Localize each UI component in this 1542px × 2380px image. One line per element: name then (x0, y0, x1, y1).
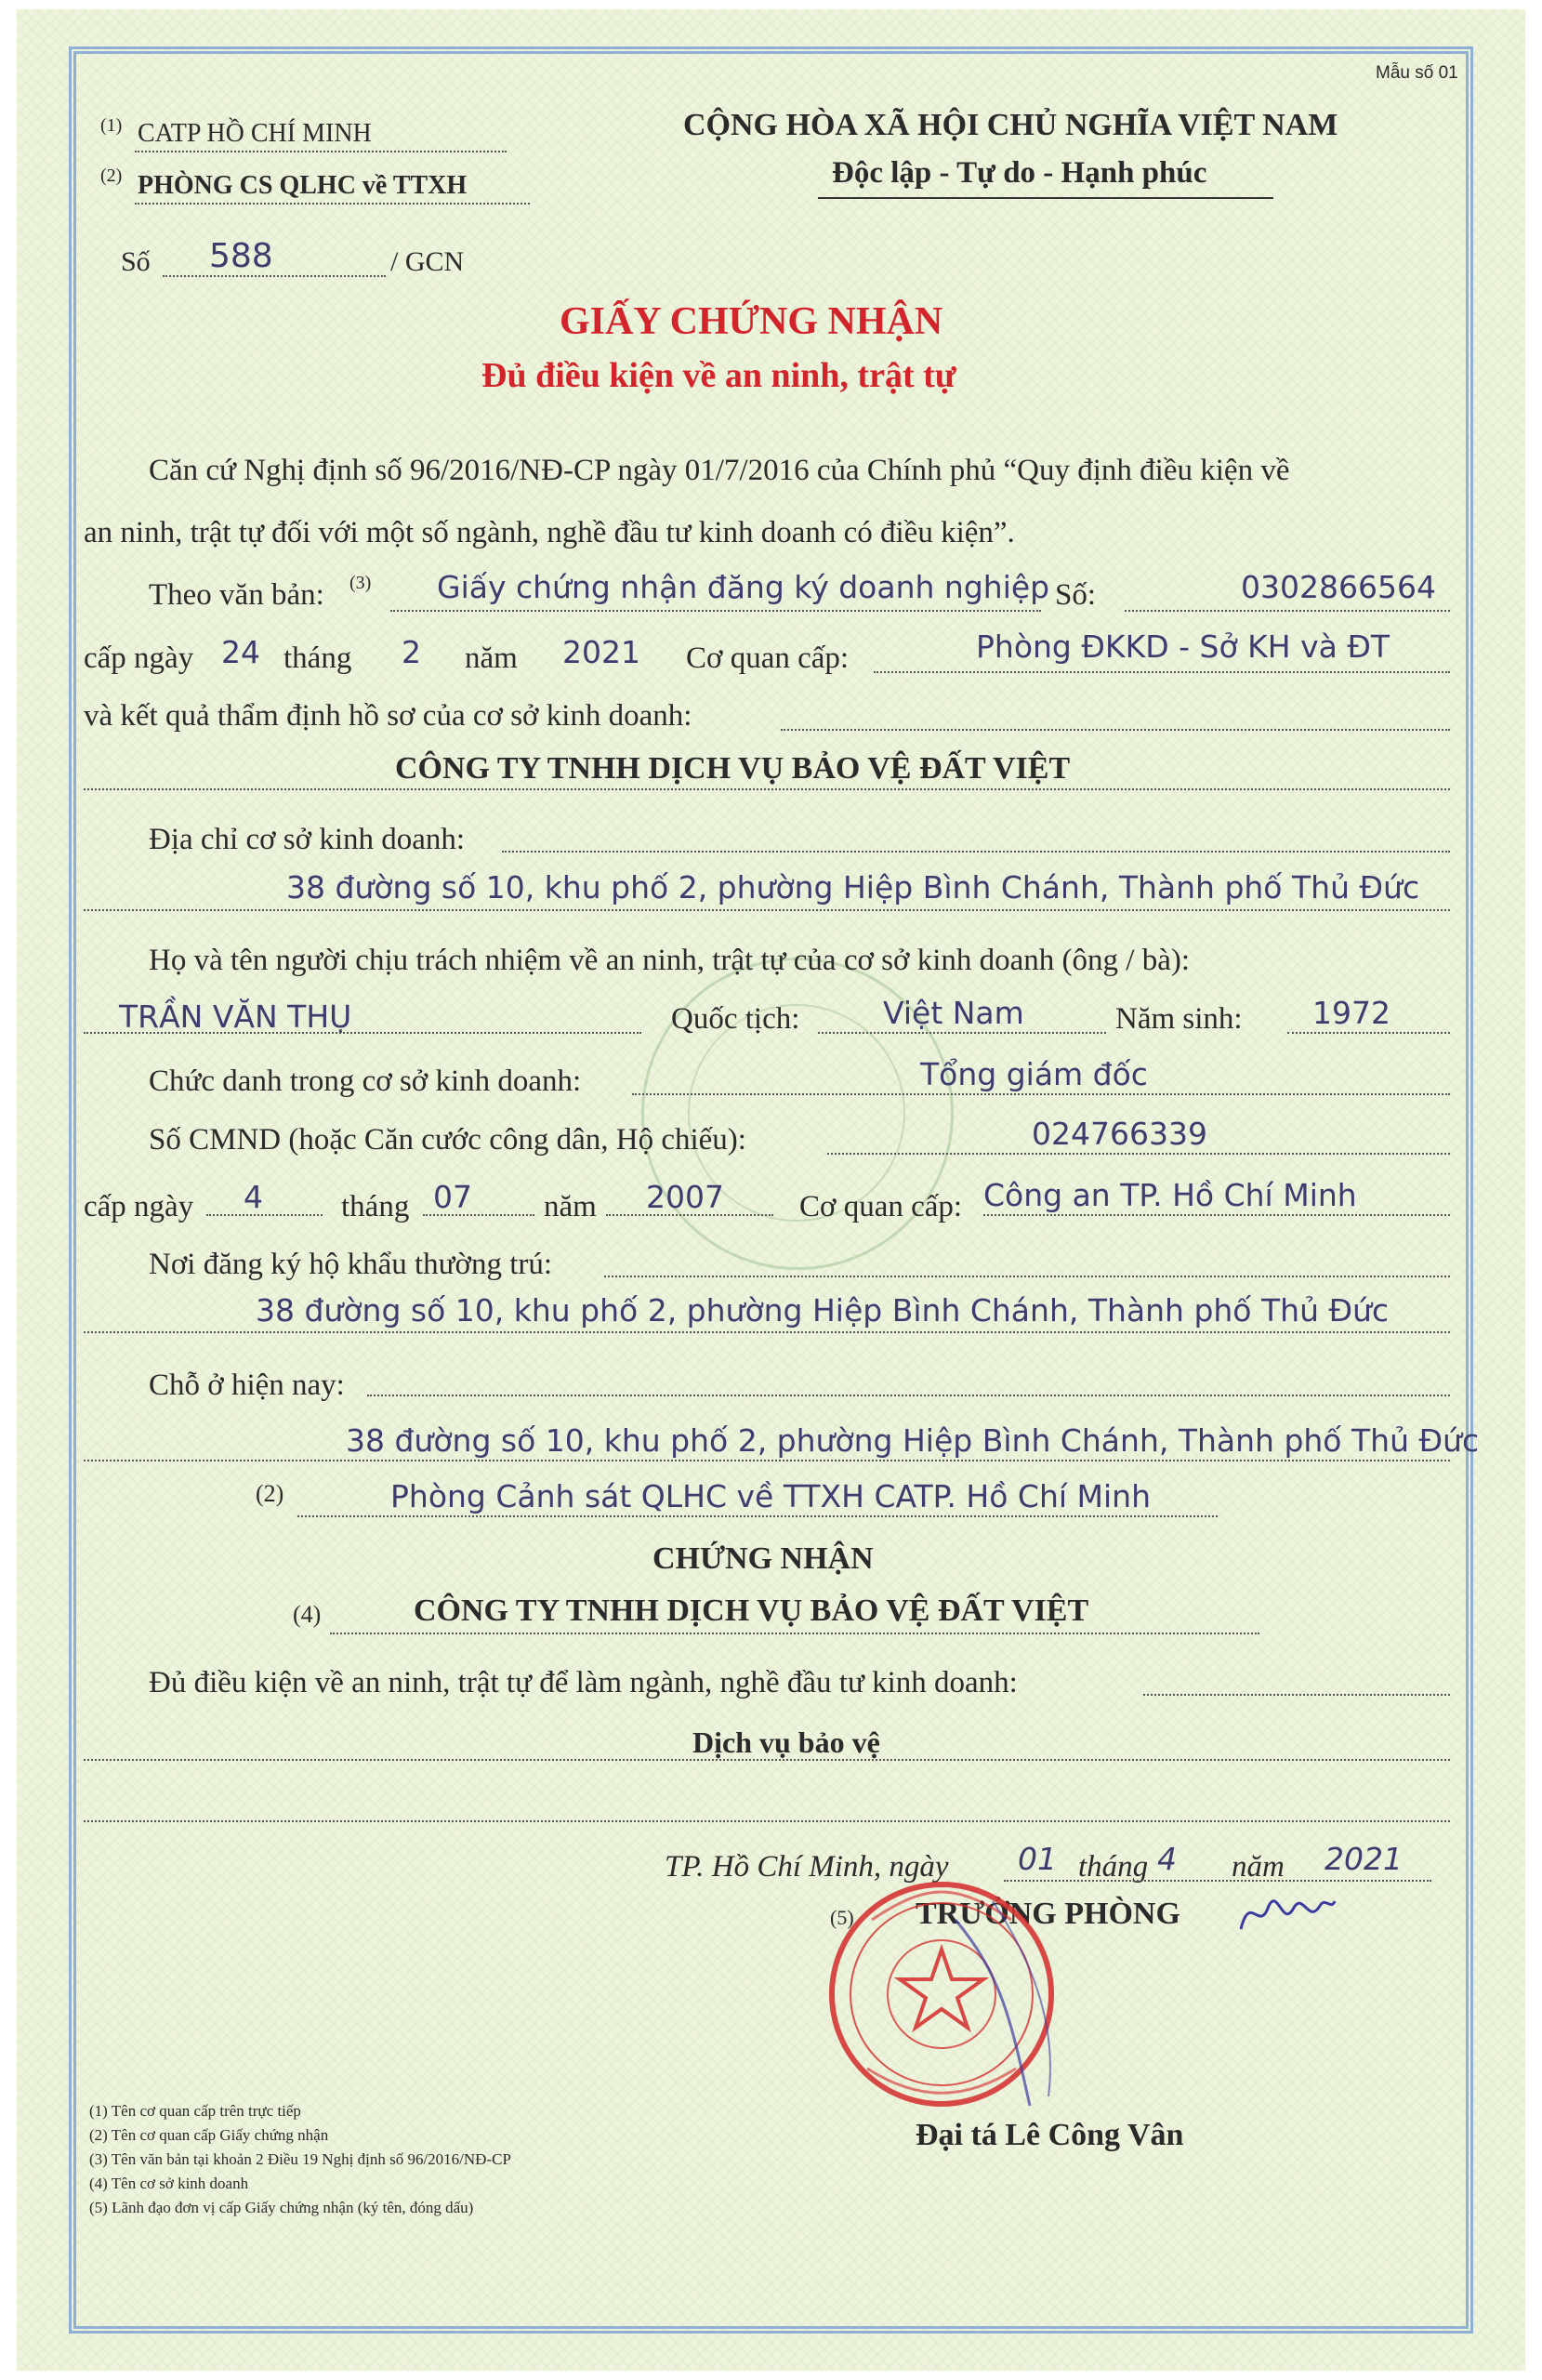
residence-label: Nơi đăng ký hộ khẩu thường trú: (149, 1248, 553, 1281)
dotted-line (84, 1331, 1450, 1333)
eligible-label: Đủ điều kiện về an ninh, trật tự để làm ngành, nghề đầu tư kinh doanh: (149, 1666, 1018, 1699)
dotted-line (818, 1032, 1106, 1034)
issuer-label: Cơ quan cấp: (686, 641, 850, 675)
dotted-line (367, 1395, 1450, 1396)
issue-year-label: năm (465, 641, 518, 675)
issuer-value: Phòng ĐKKD - Sở KH và ĐT (976, 628, 1390, 665)
current-residence-value: 38 đường số 10, khu phố 2, phường Hiệp Bình Chánh, Thành phố Thủ Đức (346, 1422, 1480, 1459)
dotted-line (1143, 1694, 1450, 1696)
dotted-line (604, 1276, 1450, 1277)
dotted-line (330, 1633, 1259, 1634)
current-residence-label: Chỗ ở hiện nay: (149, 1368, 345, 1402)
sign-year-label: năm (1232, 1850, 1285, 1884)
address-label: Địa chỉ cơ sở kinh doanh: (149, 823, 466, 856)
signature-scribble (1236, 1887, 1338, 1943)
birth-year: 1972 (1312, 995, 1390, 1031)
person-label: Họ và tên người chịu trách nhiệm về an ninh, trật tự của cơ sở kinh doanh (ông / bà): (149, 944, 1191, 977)
dotted-line (297, 1515, 1218, 1517)
position-value: Tổng giám đốc (920, 1056, 1148, 1092)
dotted-line (423, 1214, 534, 1216)
dotted-line (502, 851, 1450, 853)
certificate-number: 588 (209, 237, 273, 275)
position-label: Chức danh trong cơ sở kinh doanh: (149, 1064, 582, 1098)
footnote-3: (3) Tên văn bản tại khoản 2 Điều 19 Nghị định số 96/2016/NĐ-CP (89, 2150, 511, 2168)
dotted-line (1287, 1032, 1450, 1034)
dotted-line (135, 203, 530, 205)
doc-number-label: Số: (1055, 578, 1097, 612)
issue-year: 2021 (562, 634, 640, 670)
dotted-line (84, 1460, 1450, 1461)
id-issue-date-label: cấp ngày (84, 1190, 194, 1223)
dotted-line (632, 1093, 1450, 1095)
dotted-line (874, 671, 1450, 673)
sign-month-label: tháng (1078, 1850, 1149, 1884)
nationality-value: Việt Nam (883, 995, 1024, 1031)
nationality-label: Quốc tịch: (671, 1002, 800, 1036)
issuing-agency: PHÒNG CS QLHC về TTXH (138, 171, 468, 200)
motto: Độc lập - Tự do - Hạnh phúc (832, 156, 1207, 190)
document-name: Giấy chứng nhận đăng ký doanh nghiệp (437, 569, 1050, 605)
dotted-line (84, 1820, 1450, 1822)
dotted-line (781, 729, 1450, 731)
marker-3: (3) (349, 573, 372, 593)
certificate-subtitle: Đủ điều kiện về an ninh, trật tự (481, 356, 956, 395)
issue-day: 24 (221, 634, 260, 670)
official-stamp (816, 1864, 1095, 2124)
issuing-department: Phòng Cảnh sát QLHC về TTXH CATP. Hồ Chí Minh (390, 1478, 1151, 1514)
sign-day: 01 (1018, 1841, 1057, 1877)
theo-label: Theo văn bản: (149, 578, 324, 612)
marker-4: (4) (293, 1601, 322, 1628)
footnote-4: (4) Tên cơ sở kinh doanh (89, 2175, 249, 2192)
id-number: 024766339 (1032, 1116, 1207, 1152)
dotted-line (135, 151, 507, 152)
marker-2: (2) (100, 165, 123, 186)
basis-line-2: an ninh, trật tự đối với một số ngành, nghề đầu tư kinh doanh có điều kiện”. (84, 516, 1015, 549)
id-issue-month-label: tháng (341, 1190, 410, 1223)
so-label: Số (121, 246, 151, 277)
dotted-line (84, 1759, 1450, 1761)
business-line: Dịch vụ bảo vệ (692, 1726, 880, 1759)
company-name: CÔNG TY TNHH DỊCH VỤ BẢO VỆ ĐẤT VIỆT (395, 751, 1071, 786)
dotted-line (84, 909, 1450, 911)
id-issue-month: 07 (433, 1179, 472, 1215)
issue-month: 2 (402, 634, 421, 670)
certificate-title: GIẤY CHỨNG NHẬN (560, 300, 943, 343)
signer-role: TRƯỞNG PHÒNG (916, 1897, 1180, 1931)
country-name: CỘNG HÒA XÃ HỘI CHỦ NGHĨA VIỆT NAM (683, 108, 1338, 142)
id-label: Số CMND (hoặc Căn cước công dân, Hộ chiếu): (149, 1123, 746, 1157)
id-issue-year: 2007 (646, 1179, 724, 1215)
certified-company: CÔNG TY TNHH DỊCH VỤ BẢO VỆ ĐẤT VIỆT (414, 1593, 1089, 1628)
id-issue-year-label: năm (544, 1190, 597, 1223)
parent-agency: CATP HỒ CHÍ MINH (138, 119, 372, 148)
footnote-1: (1) Tên cơ quan cấp trên trực tiếp (89, 2102, 301, 2120)
appraisal-label: và kết quả thẩm định hồ sơ của cơ sở kinh doanh: (84, 699, 692, 733)
dotted-line (390, 610, 1041, 612)
so-suffix: / GCN (390, 246, 465, 277)
certify-heading: CHỨNG NHẬN (652, 1541, 874, 1576)
issue-date-label: cấp ngày (84, 641, 194, 675)
id-issuer-value: Công an TP. Hồ Chí Minh (983, 1177, 1357, 1213)
marker-2b: (2) (256, 1480, 284, 1507)
footnote-2: (2) Tên cơ quan cấp Giấy chứng nhận (89, 2126, 329, 2144)
motto-underline (818, 197, 1273, 199)
sign-place: TP. Hồ Chí Minh, ngày (665, 1850, 949, 1884)
issue-month-label: tháng (283, 641, 352, 675)
sign-month: 4 (1157, 1841, 1177, 1877)
dotted-line (84, 1032, 641, 1034)
dotted-line (827, 1153, 1450, 1155)
residence-value: 38 đường số 10, khu phố 2, phường Hiệp Bình Chánh, Thành phố Thủ Đức (256, 1292, 1390, 1329)
dotted-line (1125, 610, 1450, 612)
id-issue-day: 4 (244, 1179, 263, 1215)
marker-1: (1) (100, 115, 123, 136)
dotted-line (983, 1214, 1450, 1216)
sign-year: 2021 (1325, 1841, 1403, 1877)
basis-line-1: Căn cứ Nghị định số 96/2016/NĐ-CP ngày 01/7/2016 của Chính phủ “Quy định điều kiện về (149, 454, 1290, 487)
form-code: Mẫu số 01 (1376, 63, 1458, 83)
doc-number: 0302866564 (1241, 569, 1436, 605)
marker-5: (5) (830, 1906, 854, 1929)
id-issuer-label: Cơ quan cấp: (799, 1190, 963, 1223)
signer-name: Đại tá Lê Công Vân (916, 2118, 1184, 2152)
person-name: TRẦN VĂN THỤ (119, 998, 352, 1035)
dotted-line (84, 788, 1450, 790)
dotted-line (606, 1214, 773, 1216)
birth-year-label: Năm sinh: (1115, 1002, 1243, 1036)
dotted-line (163, 275, 386, 277)
address-value: 38 đường số 10, khu phố 2, phường Hiệp Bình Chánh, Thành phố Thủ Đức (286, 869, 1420, 906)
footnote-5: (5) Lãnh đạo đơn vị cấp Giấy chứng nhận (ký tên, đóng dấu) (89, 2199, 474, 2216)
dotted-line (206, 1214, 323, 1216)
